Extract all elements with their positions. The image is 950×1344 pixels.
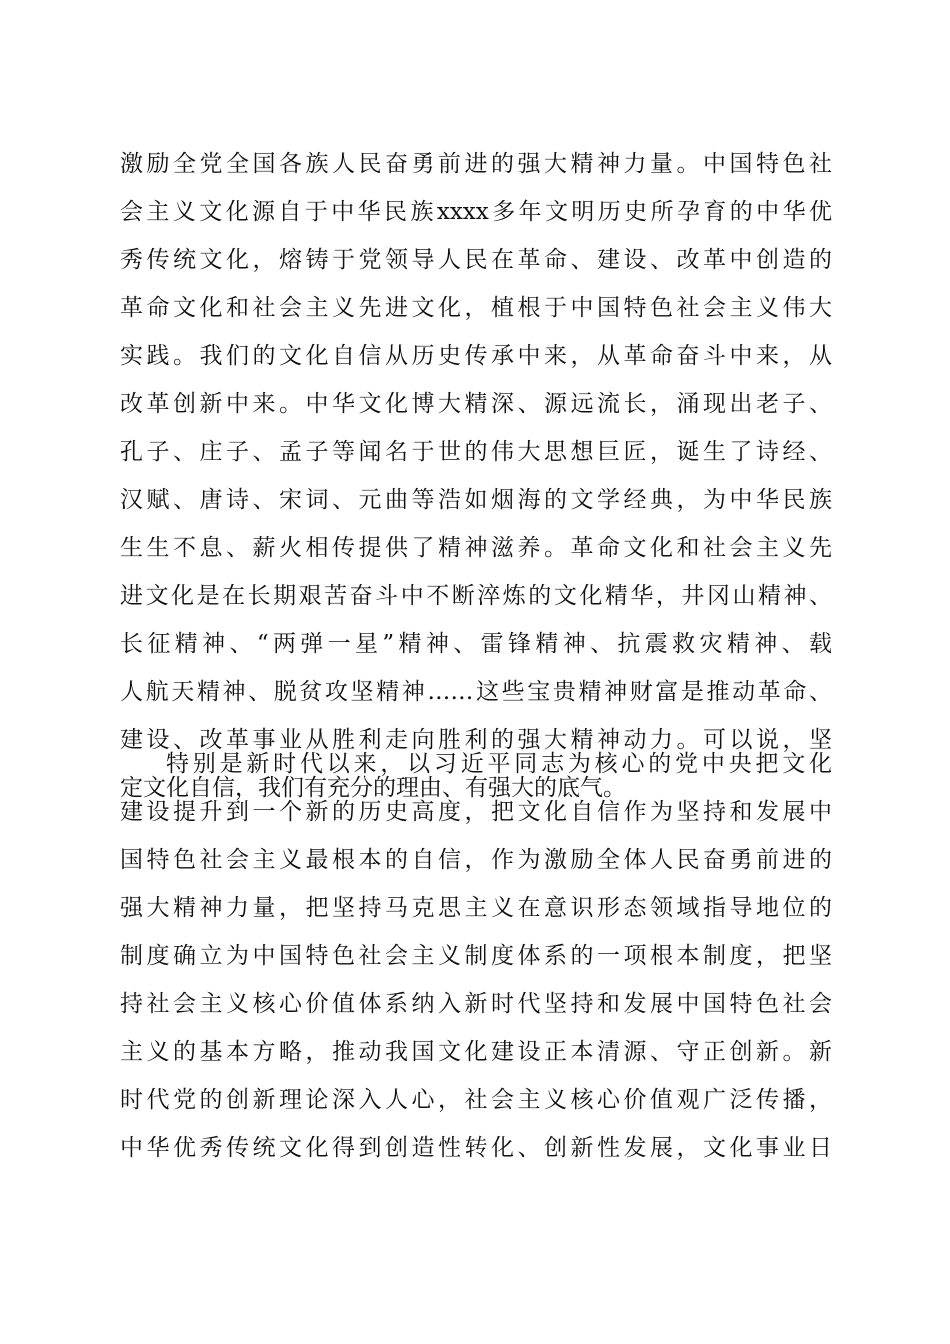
paragraph-line: 会主义文化源自于中华民族xxxx多年文明历史所孕育的中华优 [120,199,832,225]
paragraph-2 [120,740,832,1172]
paragraph-line: 长征精神、“两弹一星”精神、雷锋精神、抗震救灾精神、载 [120,631,832,657]
paragraph-line: 中华优秀传统文化得到创造性转化、创新性发展，文化事业日 [120,1135,832,1161]
paragraph-line: 孔子、庄子、孟子等闻名于世的伟大思想巨匠，诞生了诗经、 [120,439,832,465]
paragraph-line: 建设、改革事业从胜利走向胜利的强大精神动力。可以说，坚 [120,727,832,753]
paragraph-line: 时代党的创新理论深入人心，社会主义核心价值观广泛传播， [120,1087,832,1113]
paragraph-line: 汉赋、唐诗、宋词、元曲等浩如烟海的文学经典，为中华民族 [120,487,832,513]
paragraph-line: 革命文化和社会主义先进文化，植根于中国特色社会主义伟大 [120,295,832,321]
paragraph-line: 实践。我们的文化自信从历史传承中来，从革命奋斗中来，从 [120,343,832,369]
paragraph-line: 改革创新中来。中华文化博大精深、源远流长，涌现出老子、 [120,391,832,417]
paragraph-line: 生生不息、薪火相传提供了精神滋养。革命文化和社会主义先 [120,535,832,561]
paragraph-line: 国特色社会主义最根本的自信，作为激励全体人民奋勇前进的 [120,847,832,873]
paragraph-line: 人航天精神、脱贫攻坚精神……这些宝贵精神财富是推动革命、 [120,679,832,705]
paragraph-line: 建设提升到一个新的历史高度，把文化自信作为坚持和发展中 [120,799,832,825]
paragraph-line: 进文化是在长期艰苦奋斗中不断淬炼的文化精华，井冈山精神、 [120,583,832,609]
paragraph-line: 特别是新时代以来，以习近平同志为核心的党中央把文化 [166,751,832,777]
paragraph-line: 主义的基本方略，推动我国文化建设正本清源、守正创新。新 [120,1039,832,1065]
paragraph-1 [120,140,832,812]
paragraph-line: 持社会主义核心价值体系纳入新时代坚持和发展中国特色社会 [120,991,832,1017]
paragraph-line: 激励全党全国各族人民奋勇前进的强大精神力量。中国特色社 [120,151,832,177]
paragraph-line: 秀传统文化，熔铸于党领导人民在革命、建设、改革中创造的 [120,247,832,273]
paragraph-line: 制度确立为中国特色社会主义制度体系的一项根本制度，把坚 [120,943,832,969]
paragraph-line: 强大精神力量，把坚持马克思主义在意识形态领域指导地位的 [120,895,832,921]
paragraph-line: 定文化自信，我们有充分的理由、有强大的底气。 [120,775,626,801]
